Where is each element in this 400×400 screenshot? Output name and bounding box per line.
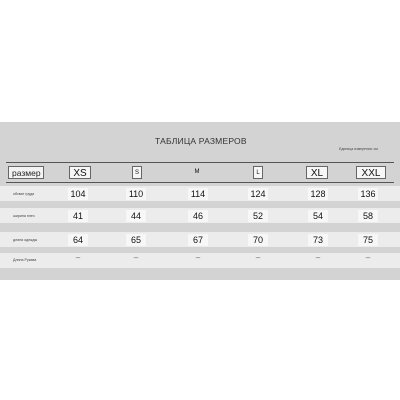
table-cell: 64 — [68, 234, 88, 246]
size-m: M — [194, 169, 200, 175]
table-cell: 41 — [68, 210, 88, 222]
table-cell: 67 — [188, 234, 208, 246]
table-cell: 44 — [126, 210, 146, 222]
size-xl: XL — [306, 166, 328, 179]
row-label-sleeve: Длина Рукава — [13, 258, 37, 262]
size-header-label: размер — [8, 166, 44, 179]
table-cell: 104 — [68, 188, 88, 200]
row-label-chest: обхват груди — [13, 192, 35, 196]
table-cell: – — [255, 253, 261, 262]
chart-title: ТАБЛИЦА РАЗМЕРОВ — [155, 136, 247, 146]
table-cell: – — [195, 253, 201, 262]
size-s: S — [132, 166, 142, 179]
table-cell: 58 — [358, 210, 378, 222]
table-cell: – — [365, 253, 371, 262]
table-cell: – — [133, 253, 139, 262]
table-cell: – — [315, 253, 321, 262]
table-cell: 124 — [248, 188, 268, 200]
size-xxl: XXL — [356, 166, 386, 179]
table-cell: 52 — [248, 210, 268, 222]
table-cell: 110 — [126, 188, 146, 200]
table-cell: 65 — [126, 234, 146, 246]
table-cell: 54 — [308, 210, 328, 222]
unit-note: Единица измерения: см — [339, 147, 378, 151]
header-bottom-rule — [6, 182, 394, 183]
table-cell: 73 — [308, 234, 328, 246]
table-cell: 46 — [188, 210, 208, 222]
table-cell: 136 — [358, 188, 378, 200]
row-label-length: длина одежды — [13, 238, 38, 242]
size-l: L — [253, 166, 263, 179]
table-cell: 70 — [248, 234, 268, 246]
header-top-rule — [6, 162, 394, 163]
table-cell: 128 — [308, 188, 328, 200]
row-label-shoulder: ширина плеч — [13, 214, 35, 218]
table-cell: 75 — [358, 234, 378, 246]
size-xs: XS — [69, 166, 91, 179]
table-cell: – — [75, 253, 81, 262]
table-cell: 114 — [188, 188, 208, 200]
